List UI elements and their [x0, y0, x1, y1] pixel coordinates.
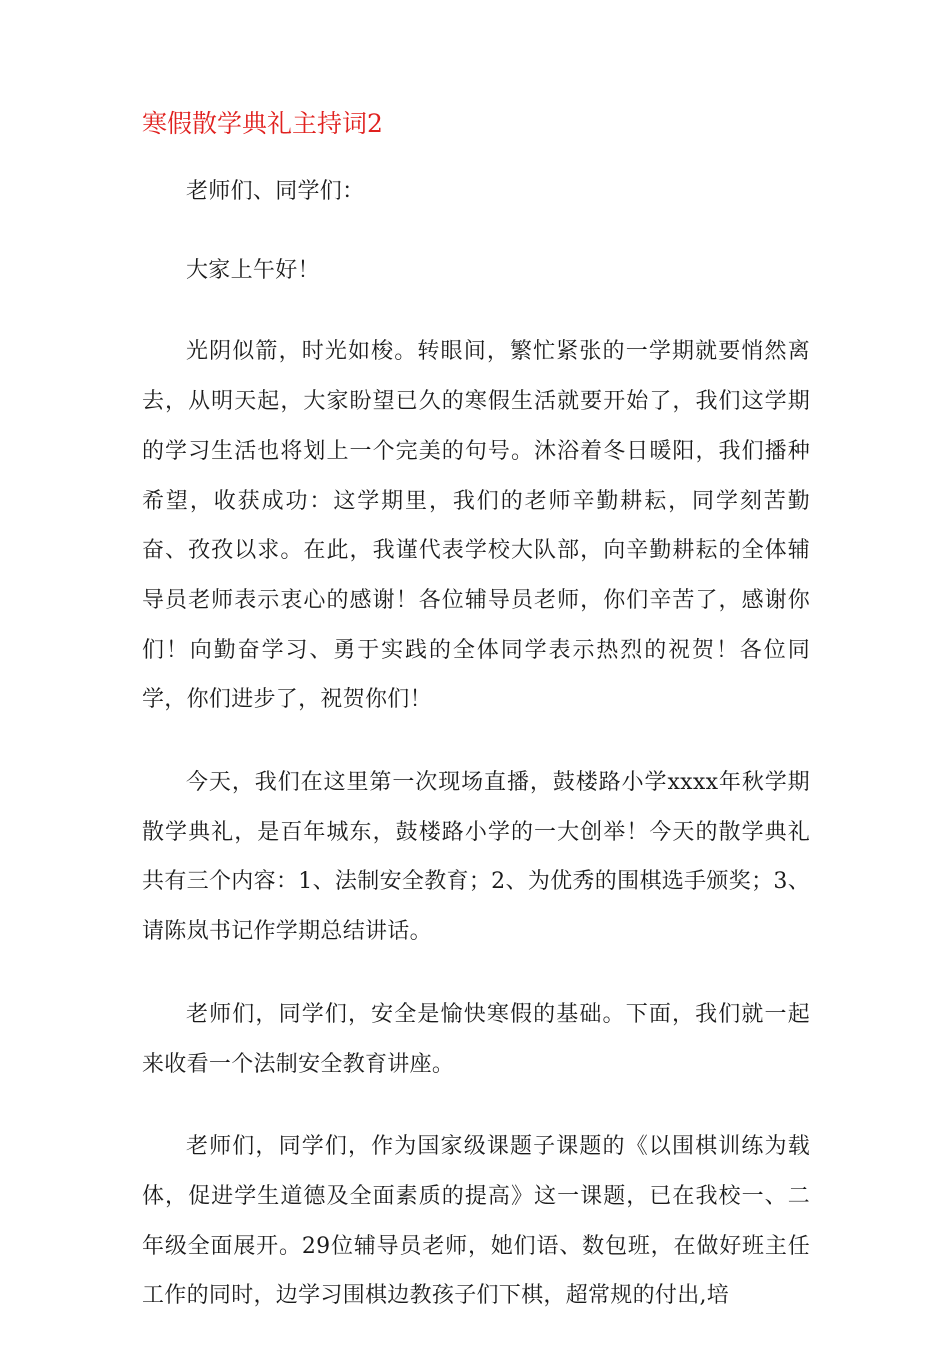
paragraph-agenda: 今天，我们在这里第一次现场直播，鼓楼路小学xxxx年秋学期散学典礼，是百年城东，鼓楼路小学的一大创举！今天的散学典礼共有三个内容：1、法制安全教育；2、为优秀的围棋选手颁奖；3、请陈岚书记作学期总结讲话。: [142, 770, 810, 945]
paragraph-greeting: 大家上午好！: [186, 257, 320, 283]
paragraph-go-project: 老师们，同学们，作为国家级课题子课题的《以围棋训练为载体，促进学生道德及全面素质的提高》这一课题，已在我校一、二年级全面展开。29位辅导员老师，她们语、数包班，在做好班主任工作的同时，边学习围棋边教孩子们下棋，超常规的付出,培: [142, 1134, 810, 1309]
document-title: 寒假散学典礼主持词2: [142, 109, 383, 138]
paragraph-opening: 光阴似箭，时光如梭。转眼间，繁忙紧张的一学期就要悄然离去，从明天起，大家盼望已久的寒假生活就要开始了，我们这学期的学习生活也将划上一个完美的句号。沐浴着冬日暖阳，我们播种希望，收获成功：这学期里，我们的老师辛勤耕耘，同学刻苦勤奋、孜孜以求。在此，我谨代表学校大队部，向辛勤耕耘的全体辅导员老师表示衷心的感谢！各位辅导员老师，你们辛苦了，感谢你们！向勤奋学习、勇于实践的全体同学表示热烈的祝贺！各位同学，你们进步了，祝贺你们！: [142, 339, 810, 713]
paragraph-salutation: 老师们、同学们：: [186, 179, 365, 204]
paragraph-safety: 老师们，同学们，安全是愉快寒假的基础。下面，我们就一起来收看一个法制安全教育讲座。: [142, 1001, 810, 1077]
document-body: [142, 167, 810, 1354]
